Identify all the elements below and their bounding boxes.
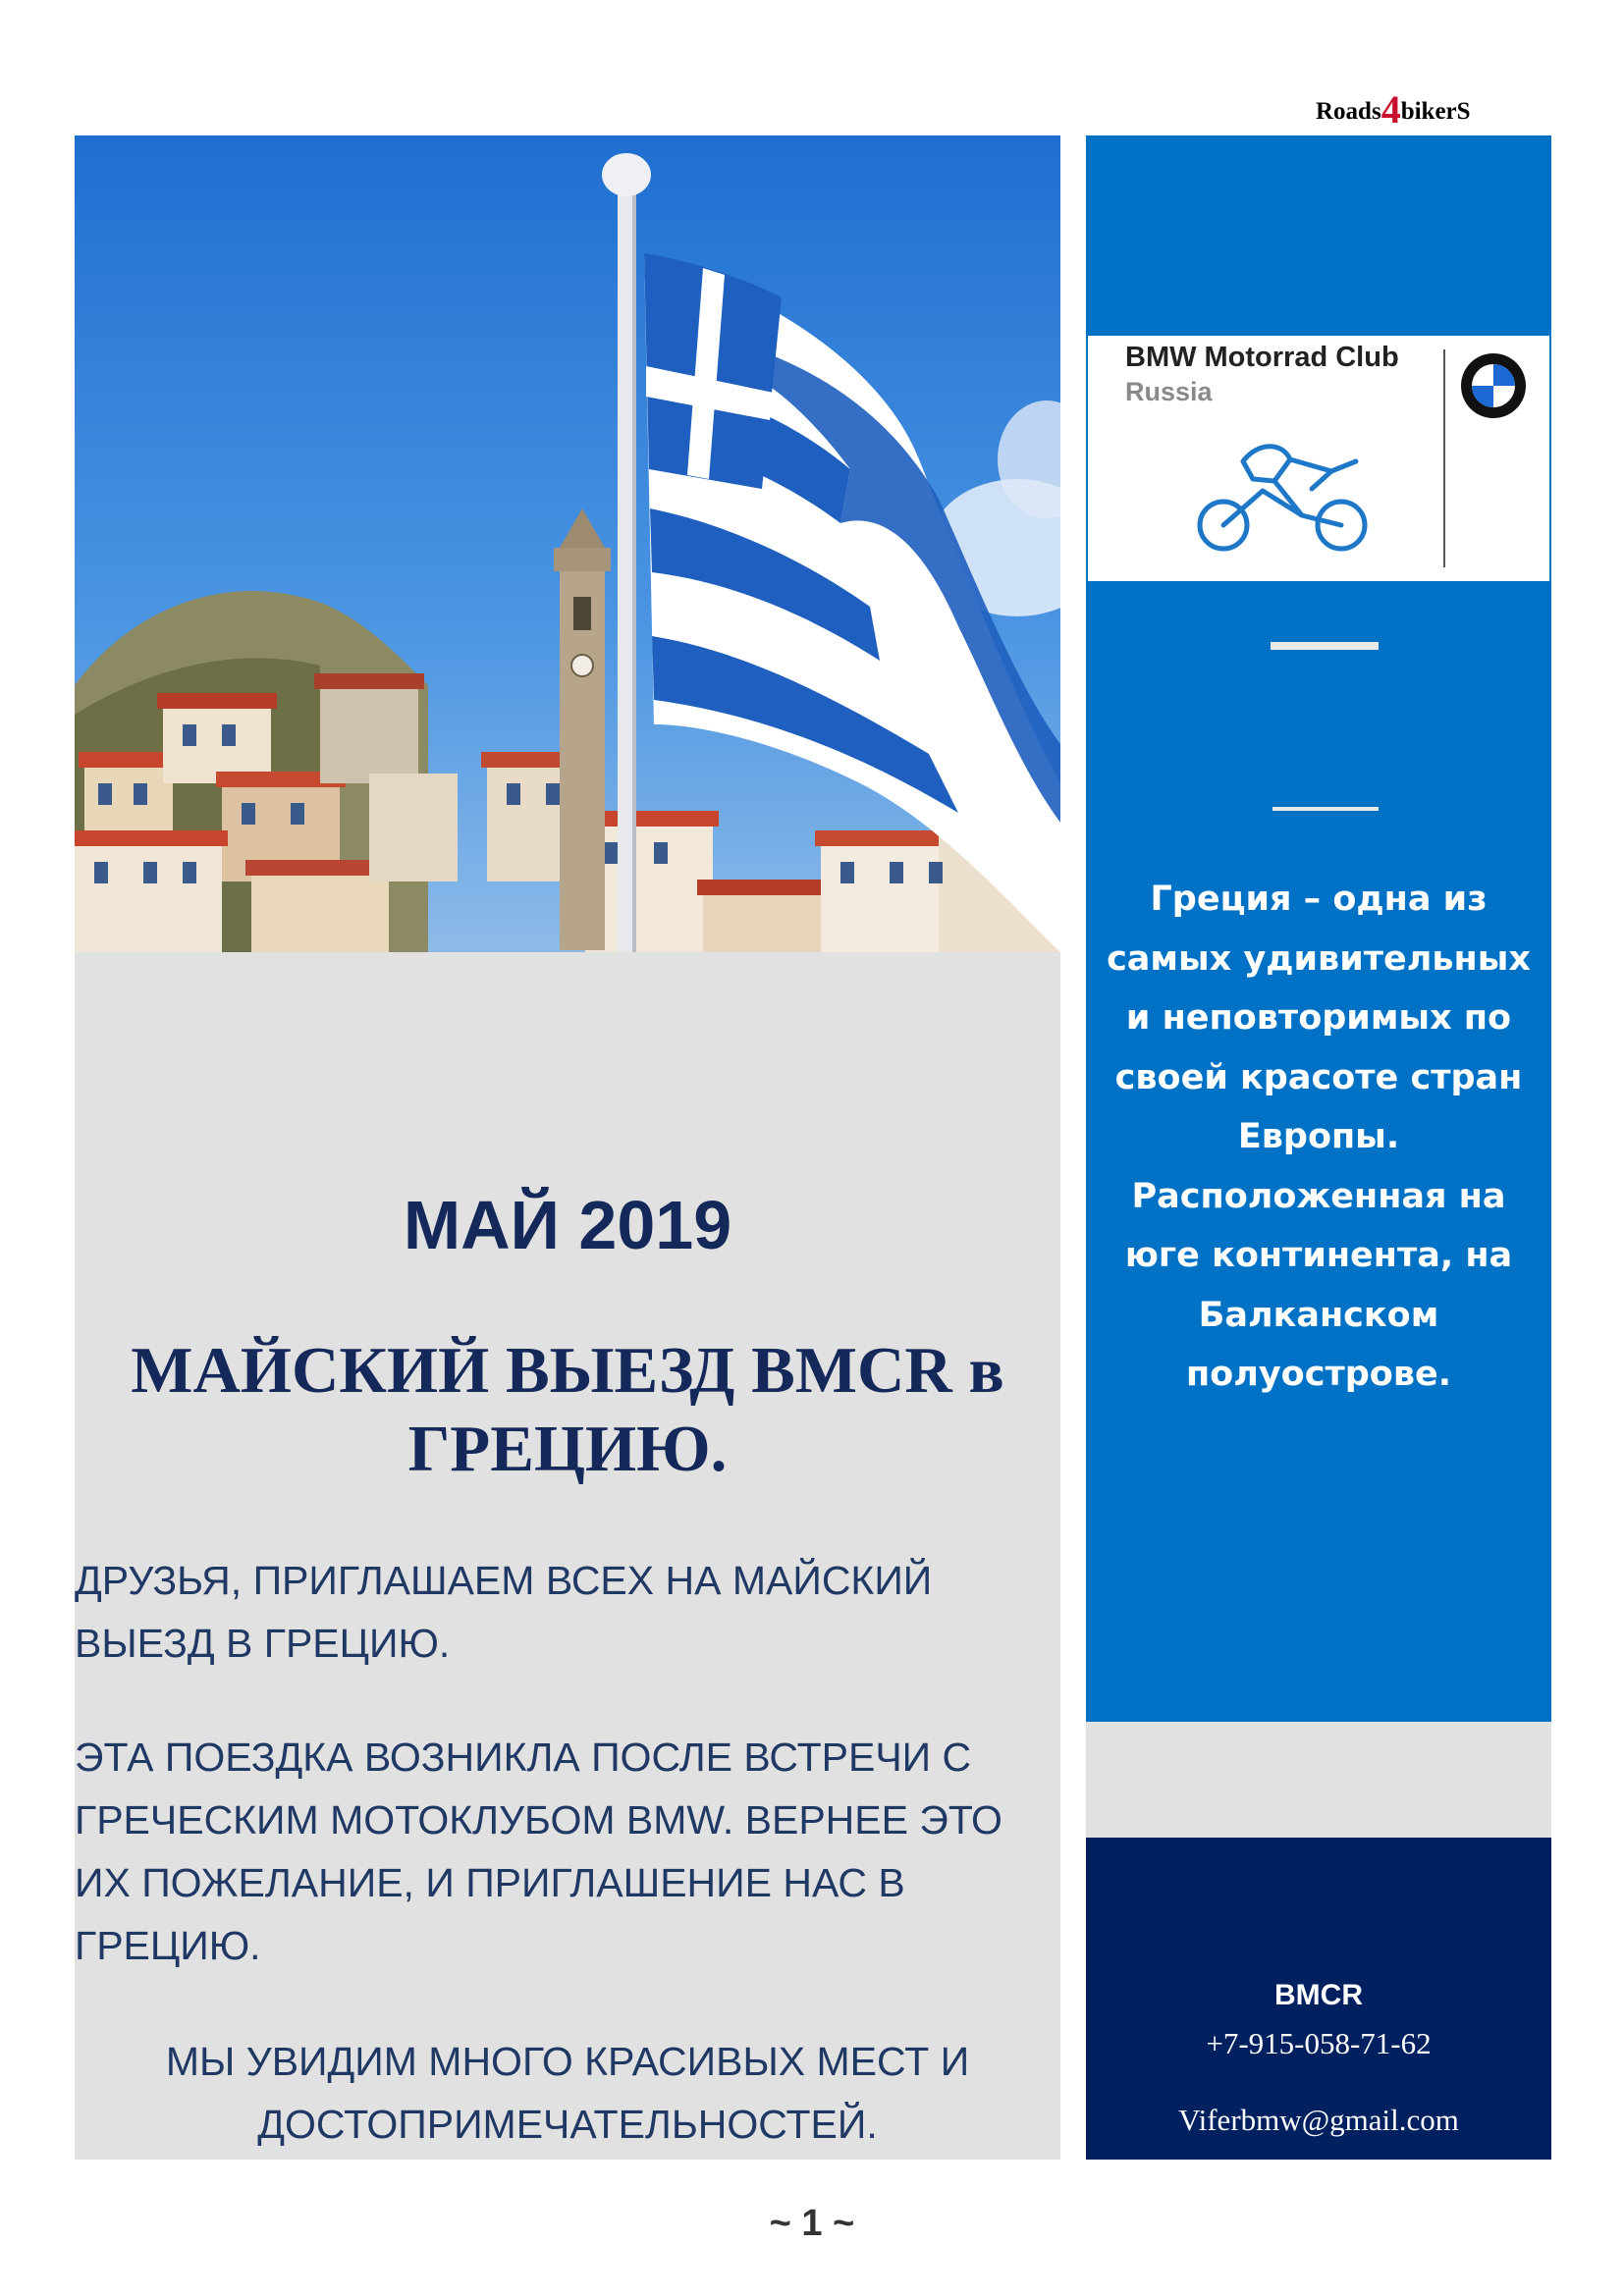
brand-logo-text bbox=[1316, 82, 1571, 132]
motorcycle-rider-icon bbox=[1184, 432, 1380, 560]
invitation-paragraph: ДРУЗЬЯ, ПРИГЛАШАЕМ ВСЕХ НА МАЙСКИЙ ВЫЕЗД В ГРЕЦИЮ. bbox=[75, 1558, 933, 1666]
contact-email[interactable]: Viferbmw@gmail.com bbox=[1178, 2103, 1459, 2137]
brand-prefix: Roads bbox=[1316, 98, 1381, 125]
logo-divider bbox=[1443, 349, 1445, 567]
hero-photo-greece-flag bbox=[75, 135, 1060, 952]
contact-phone: +7-915-058-71-62 bbox=[1206, 2026, 1432, 2060]
bmw-roundel-icon bbox=[1459, 351, 1528, 420]
brand-suffix: bikerS bbox=[1400, 98, 1471, 125]
logo-subtitle: Russia bbox=[1125, 377, 1213, 406]
page-number: ~ 1 ~ bbox=[769, 2203, 855, 2244]
highlights-paragraph: МЫ УВИДИМ МНОГО КРАСИВЫХ МЕСТ И ДОСТОПРИМЕЧАТЕЛЬНОСТЕЙ. bbox=[165, 2039, 970, 2147]
date-heading: МАЙ 2019 bbox=[403, 1187, 732, 1263]
event-title: МАЙСКИЙ ВЫЕЗД BMCR в ГРЕЦИЮ. bbox=[131, 1334, 1004, 1485]
club-logo bbox=[1088, 336, 1549, 581]
brand-number: 4 bbox=[1380, 87, 1401, 132]
contact-box bbox=[1086, 1838, 1551, 2160]
background-paragraph: ЭТА ПОЕЗДКА ВОЗНИКЛА ПОСЛЕ ВСТРЕЧИ С ГРЕЧЕСКИМ МОТОКЛУБОМ BMW. ВЕРНЕЕ ЭТО ИХ ПОЖЕЛАНИЕ, И ПРИГЛАШЕНИЕ НАС В ГРЕЦИЮ. bbox=[75, 1735, 1002, 1968]
decorative-divider bbox=[1272, 807, 1379, 811]
logo-title: BMW Motorrad Club bbox=[1125, 342, 1399, 373]
contact-name: BMCR bbox=[1274, 1979, 1363, 2011]
decorative-divider bbox=[1271, 642, 1379, 650]
sidebar-text: Греция – одна из самых удивительных и неповторимых по своей красоте стран Европы. Расположенная на юге континента, на Балканском полуострове. bbox=[1107, 880, 1531, 1394]
